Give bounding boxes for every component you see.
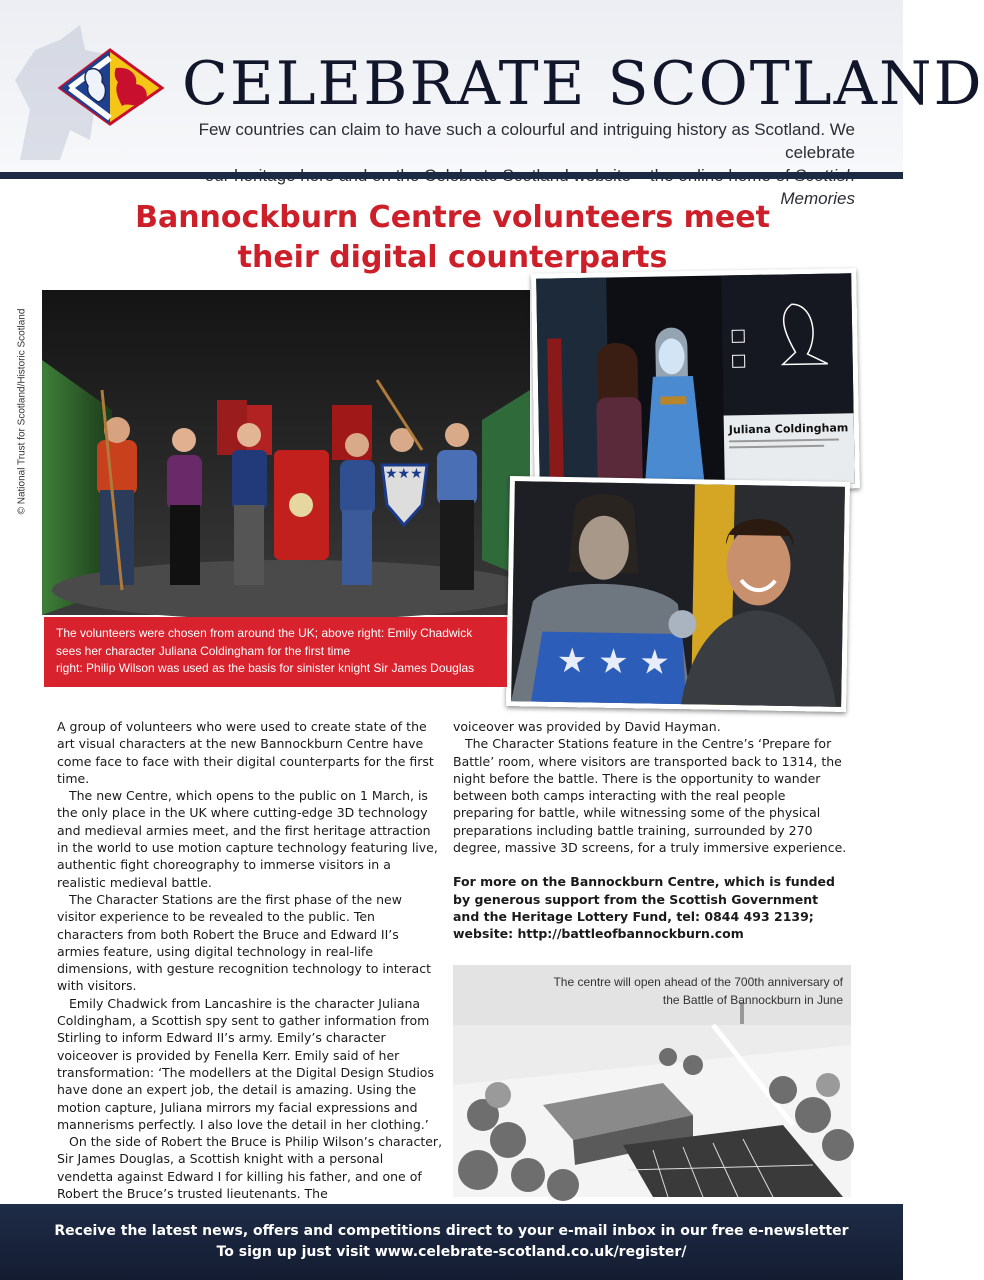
juliana-sign-text: Juliana Coldingham bbox=[728, 421, 849, 437]
masthead-subtitle-italic: Memories bbox=[780, 189, 855, 208]
caption-line2: sees her character Juliana Coldingham for the first time bbox=[56, 643, 351, 658]
body-paragraph: On the side of Robert the Bruce is Philip Wilson’s character, Sir James Douglas, a Scottish knight with a personal vendetta against Edward I for killing his father, and one of Robert the Bruce’s trusted lieutenants. The bbox=[57, 1134, 443, 1202]
article-body-right bbox=[453, 718, 847, 943]
photo-caption bbox=[44, 617, 507, 687]
headline-line1: Bannockburn Centre volunteers meet bbox=[135, 200, 770, 235]
newsletter-footer bbox=[0, 1204, 903, 1280]
masthead-title: CELEBRATE SCOTLAND bbox=[182, 49, 984, 119]
svg-text:★ ★ ★: ★ ★ ★ bbox=[556, 640, 671, 683]
body-paragraph: The Character Stations feature in the Centre’s ‘Prepare for Battle’ room, where visitors are transported back to 1314, the night before the battle. There is the opportunity to wander between both camps interacting with the real people preparing for battle, while witnessing some of the physical preparations including battle training, surrounded by 270 degree, massive 3D screens, for a truly immersive experience. bbox=[453, 736, 847, 856]
masthead bbox=[0, 0, 984, 208]
body-paragraph: The Character Stations are the first phase of the new visitor experience to be revealed to the public. Ten characters from both Robert the Bruce and Edward II’s armies feature, using digital technology in real-life dimensions, with gesture recognition technology to interact with visitors. bbox=[57, 891, 431, 994]
body-paragraph: voiceover was provided by David Hayman. bbox=[453, 719, 721, 734]
headline-line2: their digital counterparts bbox=[237, 240, 668, 275]
caption-line3: right: Philip Wilson was used as the basis for sinister knight Sir James Douglas bbox=[56, 661, 475, 675]
footer-line1: Receive the latest news, offers and competitions direct to your e-mail inbox in our free e-newsletter bbox=[54, 1223, 849, 1239]
svg-text:★★★: ★★★ bbox=[385, 466, 423, 482]
article-body-left bbox=[57, 718, 443, 1202]
masthead-subtitle-line1: Few countries can claim to have such a colourful and intriguing history as Scotland. We celebrate bbox=[198, 120, 855, 162]
body-paragraph: The new Centre, which opens to the public on 1 March, is the only place in the UK where cutting-edge 3D technology and medieval armies meet, and the first heritage attraction in the world to use motion capture technology featuring live, authentic fight choreography to immerse visitors in a realistic medieval battle. bbox=[57, 788, 438, 890]
philip-james-douglas-photo bbox=[506, 476, 850, 712]
centre-aerial-render bbox=[453, 965, 851, 1197]
header-divider bbox=[0, 172, 903, 179]
volunteers-group-photo bbox=[42, 290, 530, 615]
aerial-caption: The centre will open ahead of the 700th anniversary of the Battle of Bannockburn in June bbox=[553, 975, 843, 1007]
more-info-contact: For more on the Bannockburn Centre, which is funded by generous support from the Scottish Government and the Heritage Lottery Fund, tel: 0844 493 2139; website: http://battleofbannockburn.com bbox=[453, 874, 835, 942]
caption-line1: The volunteers were chosen from around the UK; above right: Emily Chadwick bbox=[56, 626, 473, 640]
footer-register-link[interactable]: To sign up just visit www.celebrate-scotland.co.uk/register/ bbox=[216, 1244, 687, 1260]
saltire-lion-crest-icon bbox=[58, 48, 164, 126]
body-paragraph: A group of volunteers who were used to create state of the art visual characters at the new Bannockburn Centre have come face to face with their digital counterparts for the first time. bbox=[57, 719, 434, 786]
article-headline bbox=[100, 198, 805, 278]
photo-credit: © National Trust for Scotland/Historic Scotland bbox=[16, 308, 28, 515]
body-paragraph: Emily Chadwick from Lancashire is the character Juliana Coldingham, a Scottish spy sent to gather information from Stirling to inform Edward II’s army. Emily’s character voiceover is provided by Fenella Kerr. Emily said of her transformation: ‘The modellers at the Digital Design Studios have done an expert job, the detail is amazing. Using the motion capture, Juliana mirrors my facial expressions and mannerisms perfectly. I also love the detail in her clothing.’ bbox=[57, 995, 434, 1132]
masthead-subtitle bbox=[150, 118, 855, 210]
emily-juliana-photo bbox=[531, 268, 860, 494]
